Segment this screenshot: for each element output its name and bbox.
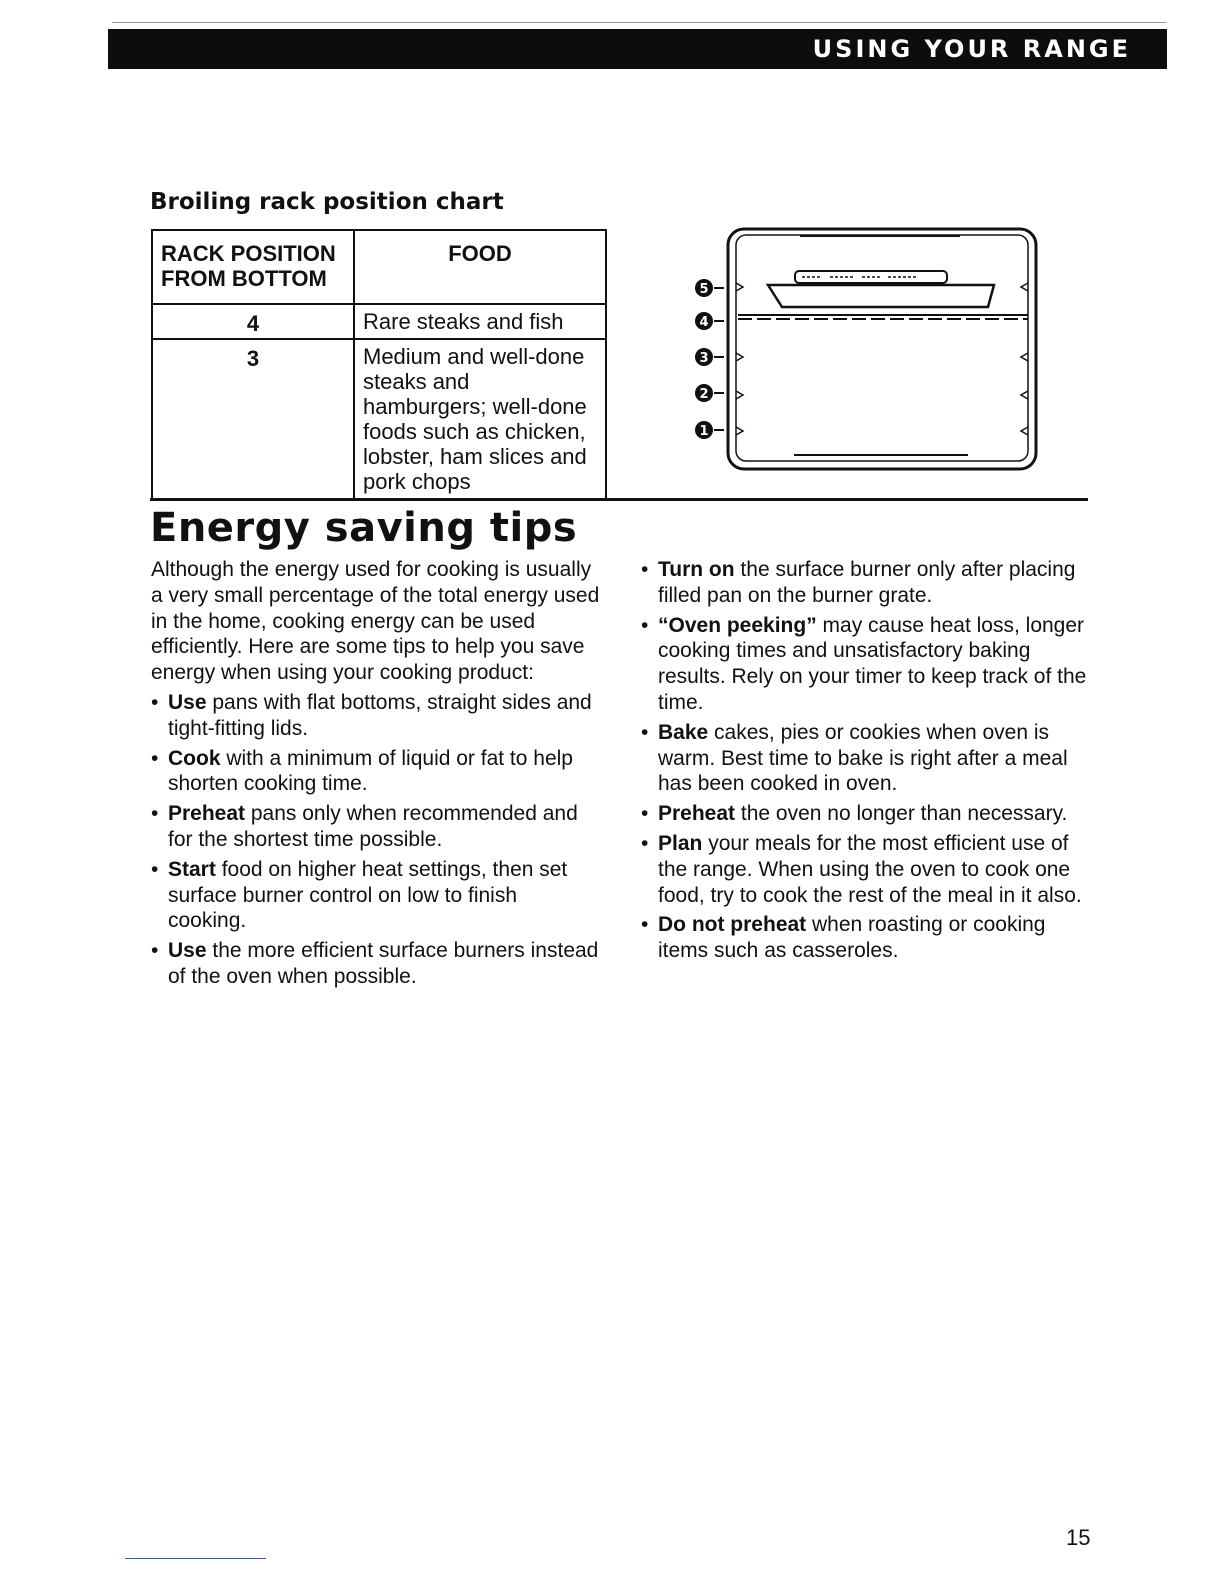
food-cell: Rare steaks and fish: [354, 304, 606, 339]
tip-text: pans only when recommended and for the shortest time possible.: [168, 802, 578, 851]
bullet-icon: •: [641, 802, 649, 826]
top-rule: [112, 22, 1166, 23]
tip-text: with a minimum of liquid or fat to help shorten cooking time.: [168, 746, 573, 796]
tip-lead: Bake: [658, 720, 709, 744]
bullet-icon: •: [151, 939, 159, 963]
section-header-band: [108, 29, 1167, 69]
list-item: [641, 801, 1091, 827]
rack-label-5: 5: [699, 282, 709, 297]
list-item: [641, 831, 1091, 908]
bullet-icon: •: [641, 558, 649, 581]
rack-label-1: 1: [699, 424, 709, 439]
tip-text: food on higher heat settings, then set surface burner control on low to finish cooking.: [168, 857, 568, 933]
tip-lead: Do not preheat: [658, 913, 807, 937]
section-divider: [150, 498, 1088, 501]
bullet-icon: •: [641, 913, 649, 937]
tips-left-column: [151, 557, 601, 994]
tip-lead: Use: [168, 690, 207, 714]
rack-label-2: 2: [699, 387, 709, 402]
list-item: [151, 801, 601, 853]
oven-rack-diagram: [690, 225, 1040, 475]
rack-position-cell: 4: [152, 304, 354, 339]
tip-text: the surface burner only after placing filled pan on the burner grate.: [658, 558, 1076, 607]
list-item: [641, 720, 1091, 797]
tip-lead: Preheat: [658, 802, 736, 826]
bullet-icon: •: [641, 720, 649, 744]
table-header-row: [152, 230, 606, 304]
tip-lead: Preheat: [168, 802, 246, 826]
list-item: [641, 613, 1091, 716]
tip-lead: “Oven peeking”: [658, 613, 817, 637]
tip-text: may cause heat loss, longer cooking times and unsatisfactory baking results. Rely on your timer to keep track of the time.: [658, 613, 1087, 714]
table-row: [152, 304, 606, 339]
tips-right-column: [641, 557, 1091, 968]
bullet-icon: •: [151, 802, 159, 826]
bullet-icon: •: [151, 746, 159, 770]
column-header-rack-position: RACK POSITION FROM BOTTOM: [152, 230, 354, 304]
tip-text: pans with flat bottoms, straight sides and tight-fitting lids.: [168, 690, 592, 740]
rack-label-4: 4: [699, 315, 709, 330]
list-item: [151, 690, 601, 742]
bullet-icon: •: [151, 690, 159, 714]
tip-text: your meals for the most efficient use of the range. When using the oven to cook one food, try to cook the rest of the meal in it also.: [658, 831, 1082, 907]
tip-lead: Turn on: [658, 558, 735, 581]
broiler-pan: [768, 271, 994, 307]
tips-list-right: [641, 557, 1091, 964]
oven-cavity-outline: [728, 229, 1036, 469]
tip-text: the oven no longer than necessary.: [735, 802, 1068, 826]
tips-list-left: [151, 690, 601, 990]
table-row: [152, 339, 606, 499]
list-item: [641, 912, 1091, 964]
column-header-food: FOOD: [354, 230, 606, 304]
tip-lead: Plan: [658, 831, 703, 855]
rack-label-3: 3: [699, 351, 709, 366]
oven-rack: [738, 315, 1028, 319]
list-item: [151, 938, 601, 990]
section-header-title: USING YOUR RANGE: [812, 35, 1131, 63]
food-cell: Medium and well-done steaks and hamburgers; well-done foods such as chicken, lobster, ham slices and pork chops: [354, 339, 606, 499]
rack-position-labels: [695, 279, 724, 439]
energy-tips-title: Energy saving tips: [150, 505, 578, 551]
bullet-icon: •: [151, 857, 159, 881]
energy-intro: Although the energy used for cooking is usually a very small percentage of the total energy used in the home, cooking energy can be used efficiently. Here are some tips to help you save energy when using your cooking product:: [151, 558, 600, 685]
tip-text: when roasting or cooking items such as casseroles.: [658, 913, 1046, 963]
broiling-rack-table: [151, 229, 607, 500]
tip-lead: Use: [168, 939, 207, 963]
list-item: [151, 857, 601, 934]
tip-text: the more efficient surface burners instead of the oven when possible.: [168, 939, 599, 988]
bullet-icon: •: [641, 831, 649, 855]
tip-lead: Start: [168, 857, 216, 881]
bottom-rule: [125, 1558, 266, 1559]
list-item: [641, 557, 1091, 609]
list-item: [151, 746, 601, 798]
page-number: 15: [1066, 1525, 1091, 1550]
rack-position-cell: 3: [152, 339, 354, 499]
bullet-icon: •: [641, 613, 649, 637]
broiling-chart-title: Broiling rack position chart: [150, 189, 504, 215]
tip-text: cakes, pies or cookies when oven is warm. Best time to bake is right after a meal has been cooked in oven.: [658, 720, 1068, 796]
tip-lead: Cook: [168, 746, 221, 770]
